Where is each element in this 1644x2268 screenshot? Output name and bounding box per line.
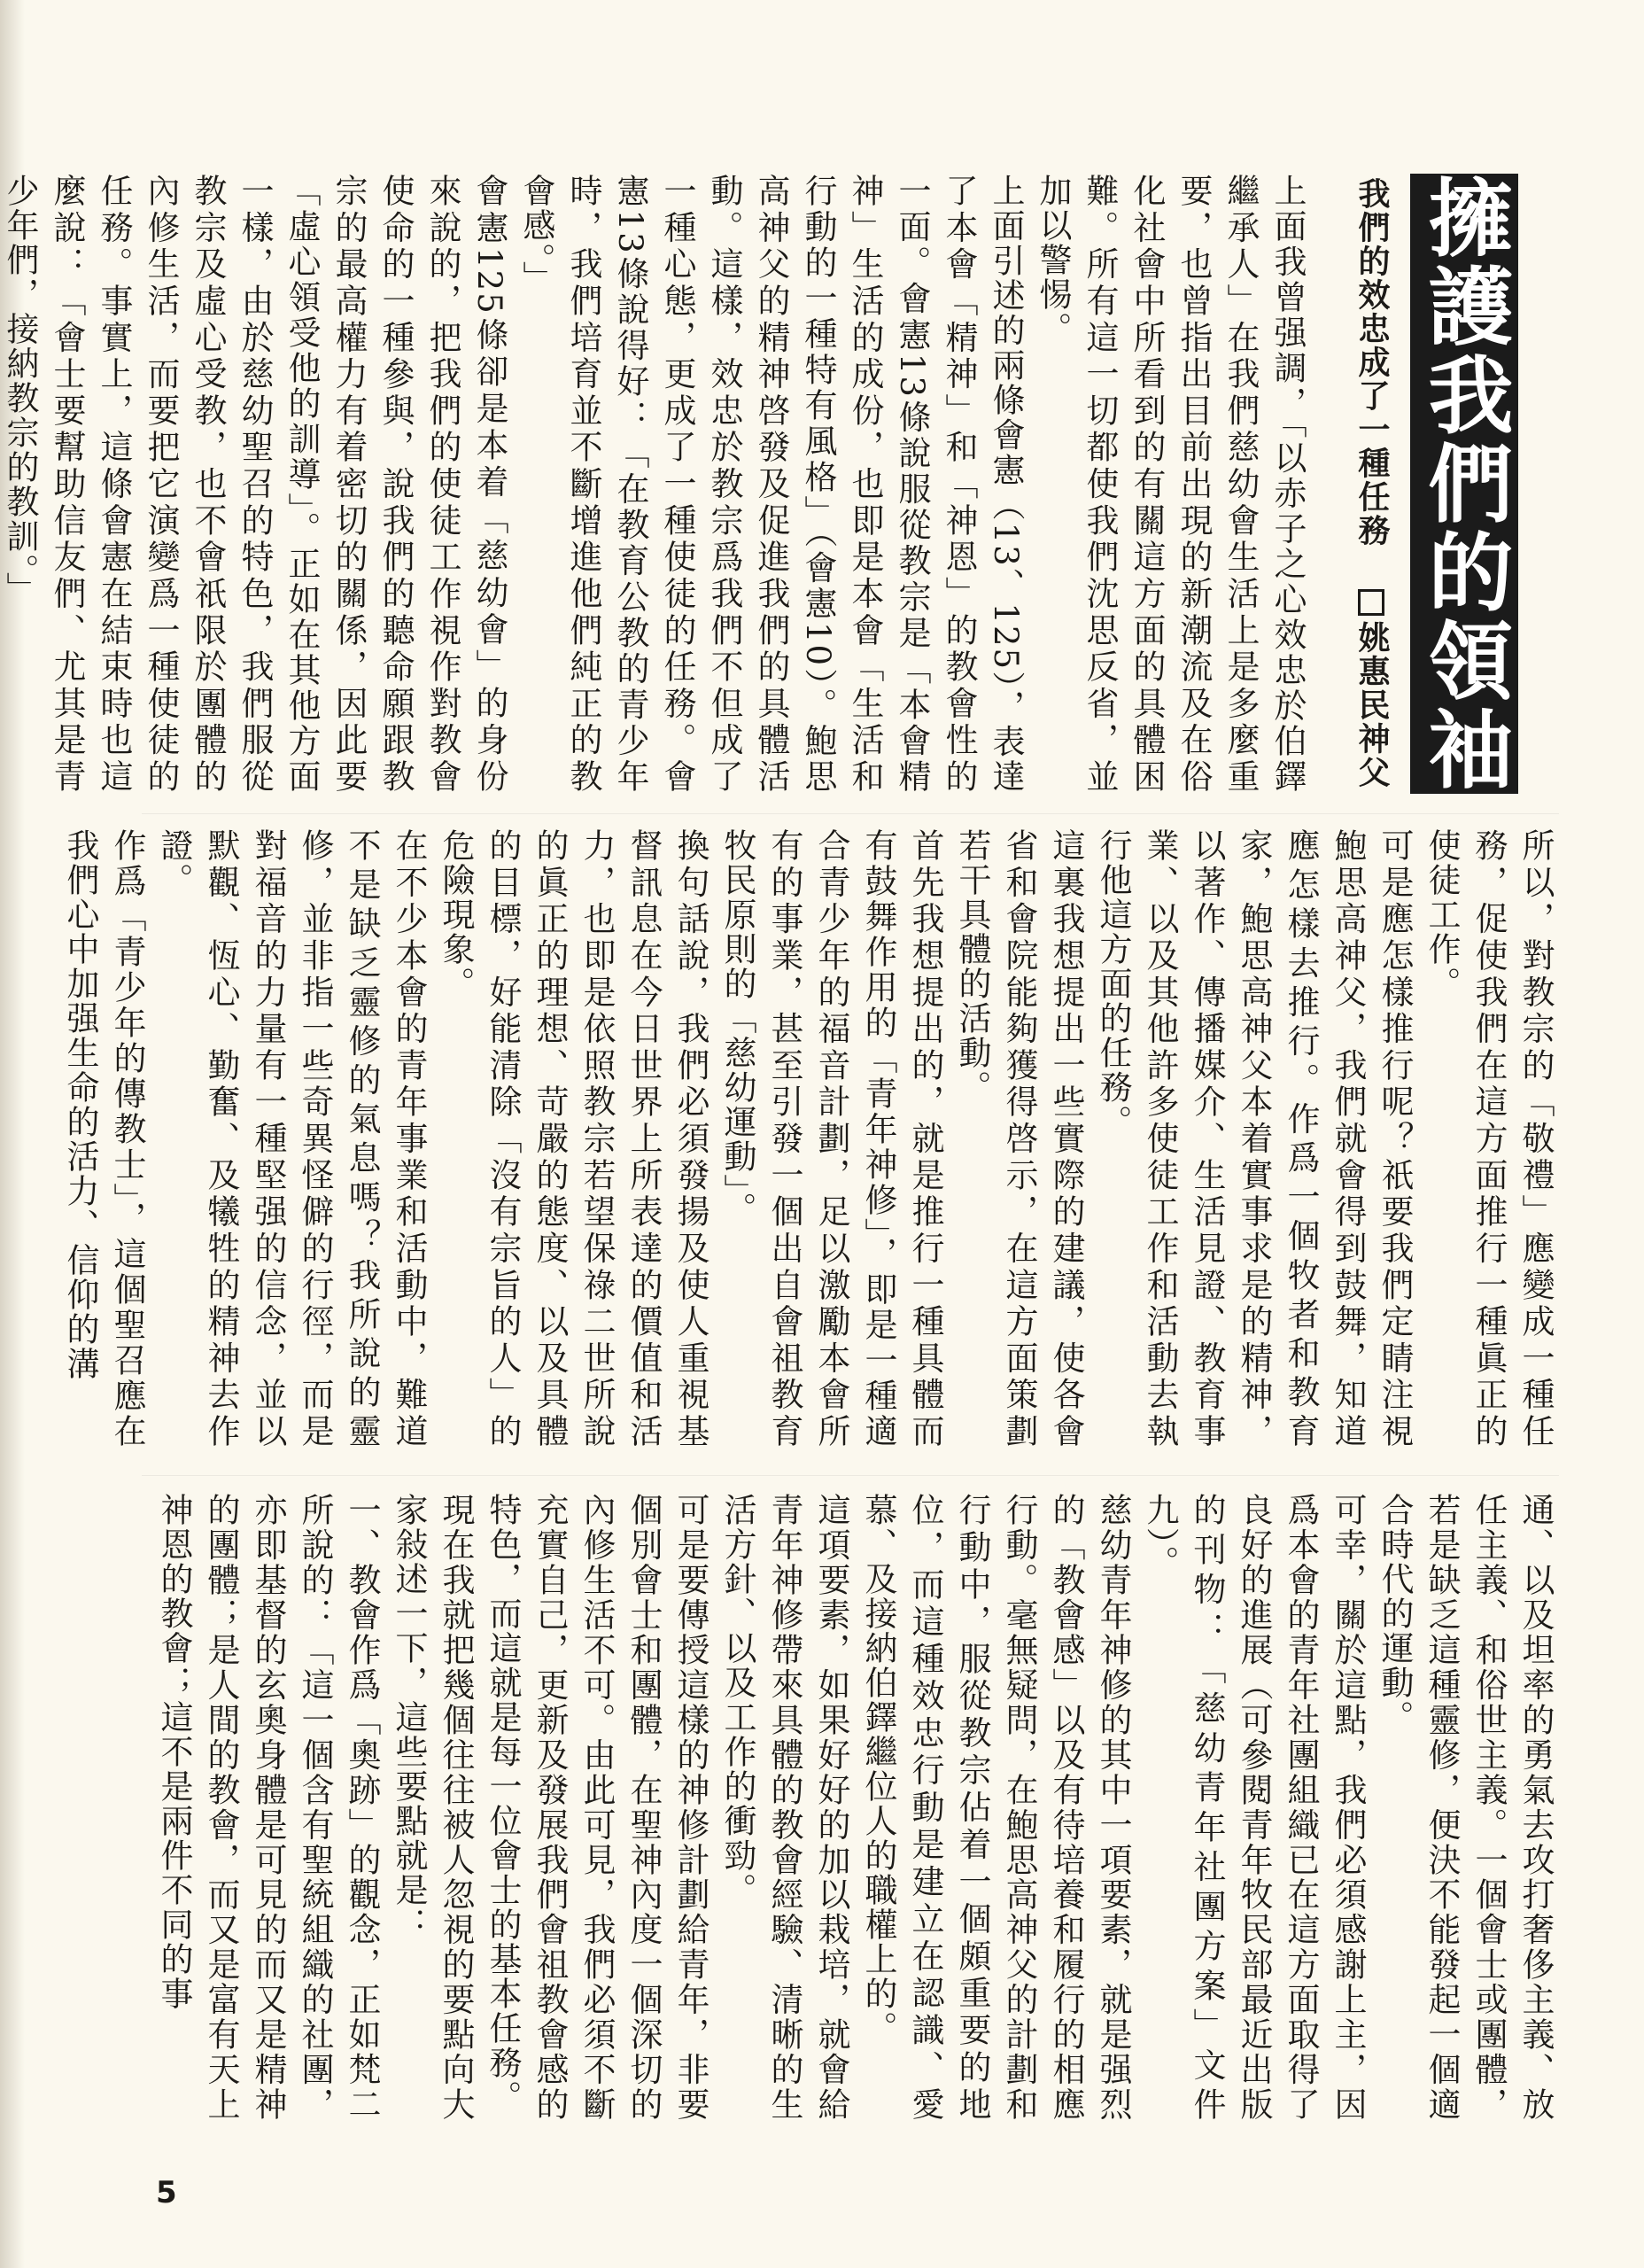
author-line (1353, 582, 1390, 789)
body-text-band-2: 所以，對教宗的「敬禮」應變成一種任務，促使我們在這方面推行一種眞正的使徒工作。 可是應怎樣推行呢？祇要我們定睛注視鮑思高神父，我們就會得到鼓舞，知道應怎樣去推行。作爲一個牧者和教育家，鮑思高神父本着實事求是的精神，以著作、傳播媒介、生活見證、教育事業、以及其他許多使徒工作和活動去執行他這方面的任務。 這裏我想提出一些實際的建議，使各會省和會院能夠獲得啓示，在這方面策劃若干具體的活動。 首先我想提出的，就是推行一種具體而有鼓舞作用的「青年神修」，即是一種適合青少年的福音計劃，足以激勵本會所有的事業，甚至引發一個出自會祖教育牧民原則的「慈幼運動」。 換句話說，我們必須發揚及使人重視基督訊息在今日世界上所表達的價值和活力，也即是依照教宗若望保祿二世所說的眞正的理想、苛嚴的態度、以及具體的目標，好能清除「沒有宗旨的人」的危險現象。 在不少本會的青年事業和活動中，難道不是缺乏靈修的氣息嗎？我所說的靈修，並非指一些奇異怪僻的行徑，而是對福音的力量有一種堅强的信念，並以默觀、恆心、勤奮、及犧牲的精神去作證。 作爲「青少年的傳教士」，這個聖召應在我們心中加强生命的活力、信仰的溝 (61, 828, 1555, 1449)
article-author: 姚惠民神父 (1353, 620, 1390, 789)
article-byline (1345, 177, 1398, 815)
page-number: 5 (156, 2175, 177, 2210)
body-text-band-1: 上面我曾强調，「以赤子之心效忠於伯鐸繼承人」在我們慈幼會生活上是多麼重要，也曾指出目前出現的新潮流及在俗化社會中所看到的有關這方面的具體困難。所有這一切都使我們沈思反省，並加以警惕。 上面引述的兩條會憲（13、125），表達了本會「精神」和「神恩」的教會性的一面。會憲13條說服從教宗是「本會精神」生活的成份，也即是本會「生活和行動的一種特有風格」（會憲10）。鮑思高神父的精神啓發及促進我們的具體活動。這樣，效忠於教宗爲我們不但成了一種心態，更成了一種使徒的任務。會憲13條說得好：「在教育公教的青少年時，我們培育並不斷增進他們純正的教會感。」 會憲125條卻是本着「慈幼會」的身份來說的，把我們的使徒工作視作對教會使命的一種參與，說我們的聽命願跟教宗的最高權力有着密切的關係，因此要「虛心領受他的訓導」。正如在其他方面一樣，由於慈幼聖召的特色，我們服從教宗及虛心受教，也不會祇限於團體的內修生活，而要把它演變爲一種使徒的任務。事實上，這條會憲在結束時也這麼說：「會士要幫助信友們、尤其是青少年們，接納教宗的教訓。」 (1, 174, 1307, 794)
article-title: 擁護我們的領袖 (1415, 174, 1514, 794)
article-subtitle: 我們的效忠成了一種任務 (1353, 177, 1390, 548)
band-divider (142, 1475, 1559, 1476)
band-divider (142, 813, 1559, 814)
square-bullet-icon (1358, 589, 1384, 616)
body-text-band-3: 通、以及坦率的勇氣去攻打奢侈主義、放任主義、和俗世主義。一個會士或團體，若是缺乏這種靈修，便決不能發起一個適合時代的運動。 可幸，關於這點，我們必須感謝上主，因爲本會的青年社團組織已在這方面取得了良好的進展（可參閱青年牧民部最近出版的刊物：「慈幼青年社團方案」文件九）。 慈幼青年神修的其中一項要素，就是强烈的「教會感」以及有待培養和履行的相應行動。毫無疑問，在鮑思高神父的計劃和行動中，服從教宗佔着一個頗重要的地位，而這種效忠行動是建立在認識、愛慕、及接納伯鐸繼位人的職權上的。 這項要素，如果好好的加以栽培，就會給青年神修帶來具體的教會經驗、清晰的生活方針、以及工作的衝勁。 可是要傳授這樣的神修計劃給青年，非要個別會士和團體，在聖神內度一個深切的內修生活不可。由此可見，我們必須不斷充實自己，更新及發展我們會祖教會感的特色，而這就是每一位會士的基本任務。 現在我就把幾個往往被人忽視的要點向大家敍述一下，這些要點就是： 一、教會作爲「奧跡」的觀念，正如梵二所說的：「這一個含有聖統組織的社團，亦即基督的玄奧身體是可見的而又是精神的團體；是人間的教會，而又是富有天上神恩的教會；這不是兩件不同的事 (155, 1493, 1555, 2122)
title-block (1410, 174, 1518, 794)
